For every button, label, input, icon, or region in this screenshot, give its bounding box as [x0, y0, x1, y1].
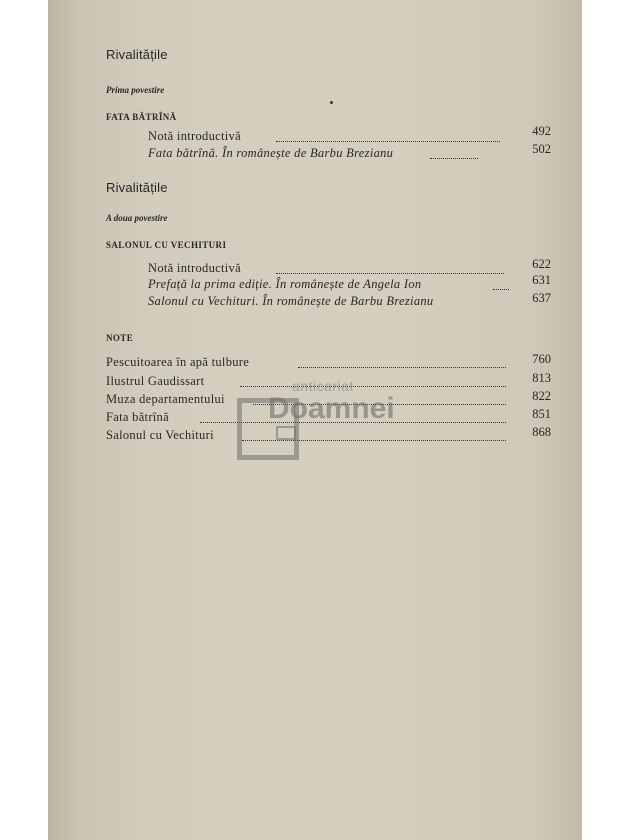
part2-title: SALONUL CU VECHITURI [106, 240, 227, 250]
toc-entry-text: Prefață la prima ediție. În românește de Angela Ion [148, 277, 422, 291]
dot-leader [493, 279, 509, 290]
part2-heading: Rivalitățile [106, 180, 168, 195]
watermark-top-text: anticariat [292, 378, 354, 394]
toc-page-number: 492 [532, 124, 551, 138]
note-entry-text: Ilustrul Gaudissart [106, 374, 205, 388]
watermark-book-icon [276, 426, 296, 440]
note-page-number: 868 [532, 425, 551, 439]
toc-entry-text: Fata bătrînă. În românește de Barbu Brezianu [148, 146, 394, 160]
toc-entry-text: Salonul cu Vechituri. În românește de Barbu Brezianu [148, 294, 434, 308]
note-page-number: 760 [532, 352, 551, 366]
note-entry-text: Salonul cu Vechituri [106, 428, 214, 442]
note-entry-text: Fata bătrînă [106, 410, 169, 424]
dot-leader [276, 131, 500, 142]
dot-leader [430, 148, 478, 159]
part1-subheading: Prima povestire [106, 85, 165, 95]
note-entry-text: Muza departamentului [106, 392, 225, 406]
notes-heading: NOTE [106, 333, 134, 343]
speck [330, 101, 333, 104]
dot-leader [276, 263, 504, 274]
dot-leader [298, 357, 506, 368]
toc-entry-text: Notă introductivă [148, 261, 241, 275]
part1-heading: Rivalitățile [106, 47, 168, 62]
toc-page-number: 637 [532, 291, 551, 305]
toc-page-number: 622 [532, 257, 551, 271]
note-entry-text: Pescuitoarea în apă tulbure [106, 355, 250, 369]
toc-entry-text: Notă introductivă [148, 129, 241, 143]
note-page-number: 822 [532, 389, 551, 403]
part2-subheading: A doua povestire [106, 213, 168, 223]
toc-page-number: 631 [532, 273, 551, 287]
toc-page-number: 502 [532, 142, 551, 156]
note-page-number: 813 [532, 371, 551, 385]
watermark-main-text: Doamnei [268, 392, 395, 425]
dot-leader [240, 376, 506, 387]
part1-title: FATA BĂTRÎNĂ [106, 112, 177, 122]
note-page-number: 851 [532, 407, 551, 421]
